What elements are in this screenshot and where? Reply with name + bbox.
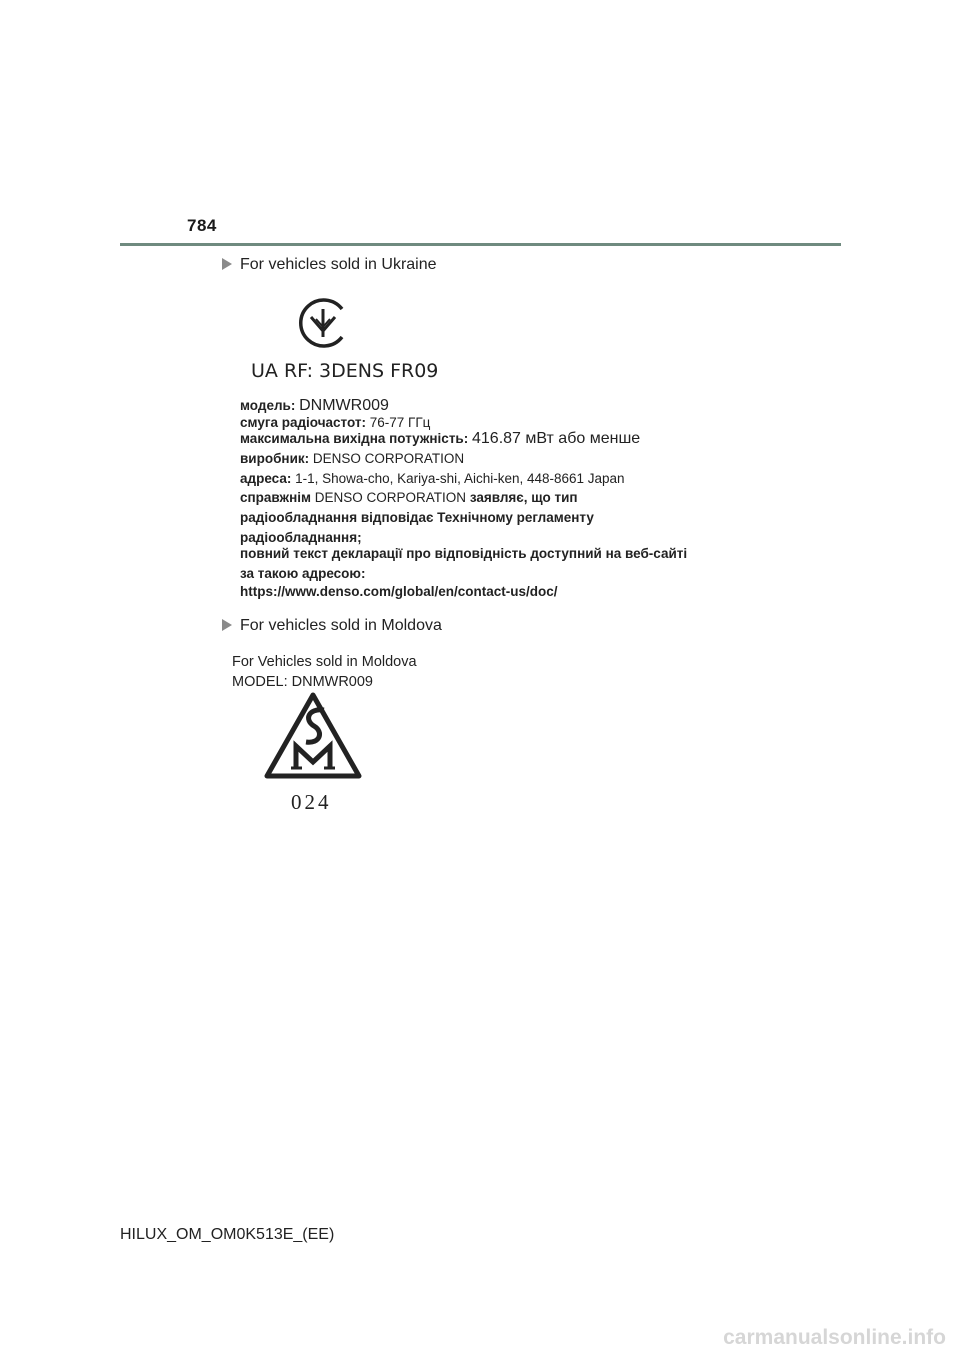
decl-line-url: https://www.denso.com/global/en/contact-us/doc/: [240, 584, 558, 599]
decl-line-manufacturer: виробник: DENSO CORPORATION: [240, 451, 465, 466]
triangle-bullet-icon: [222, 258, 232, 270]
decl-line-model: модель: DNMWR009: [240, 397, 389, 414]
triangle-bullet-icon: [222, 619, 232, 631]
footer-document-code: HILUX_OM_OM0K513E_(EE): [120, 1226, 335, 1243]
moldova-line-model: MODEL: DNMWR009: [232, 674, 373, 690]
decl-line-full-text: повний текст декларації про відповідність доступний на веб-сайті: [240, 546, 688, 561]
page-number: 784: [187, 216, 217, 235]
decl-line-compliance: радіообладнання відповідає Технічному регламенту: [240, 510, 594, 525]
section-heading-text: For vehicles sold in Ukraine: [240, 256, 437, 273]
decl-line-frequency: смуга радіочастот: 76-77 ГГц: [240, 415, 431, 430]
header-rule: [120, 243, 841, 246]
decl-line-statement: справжнім DENSO CORPORATION заявляє, що тип: [240, 490, 578, 505]
decl-line-address-label: за такою адресою:: [240, 566, 366, 581]
section-heading-ukraine: [222, 256, 437, 274]
section-heading-text: For vehicles sold in Moldova: [240, 617, 442, 634]
ua-rf-code: UA RF: 3DENS FR09: [251, 360, 439, 382]
decl-line-address: адреса: 1-1, Showa-cho, Kariya-shi, Aichi-ken, 448-8661 Japan: [240, 471, 625, 486]
moldova-line-vehicles: For Vehicles sold in Moldova: [232, 654, 417, 670]
moldova-sm-conformity-mark-icon: [262, 690, 364, 784]
section-heading-moldova: [222, 617, 442, 635]
moldova-mark-number: 024: [291, 790, 332, 814]
decl-line-power: максимальна вихідна потужність: 416.87 мВт або менше: [240, 430, 641, 447]
ukrainian-conformity-mark-icon: [296, 295, 352, 351]
watermark: carmanualsonline.info: [723, 1326, 946, 1349]
decl-line-radio-equipment: радіообладнання;: [240, 530, 362, 545]
